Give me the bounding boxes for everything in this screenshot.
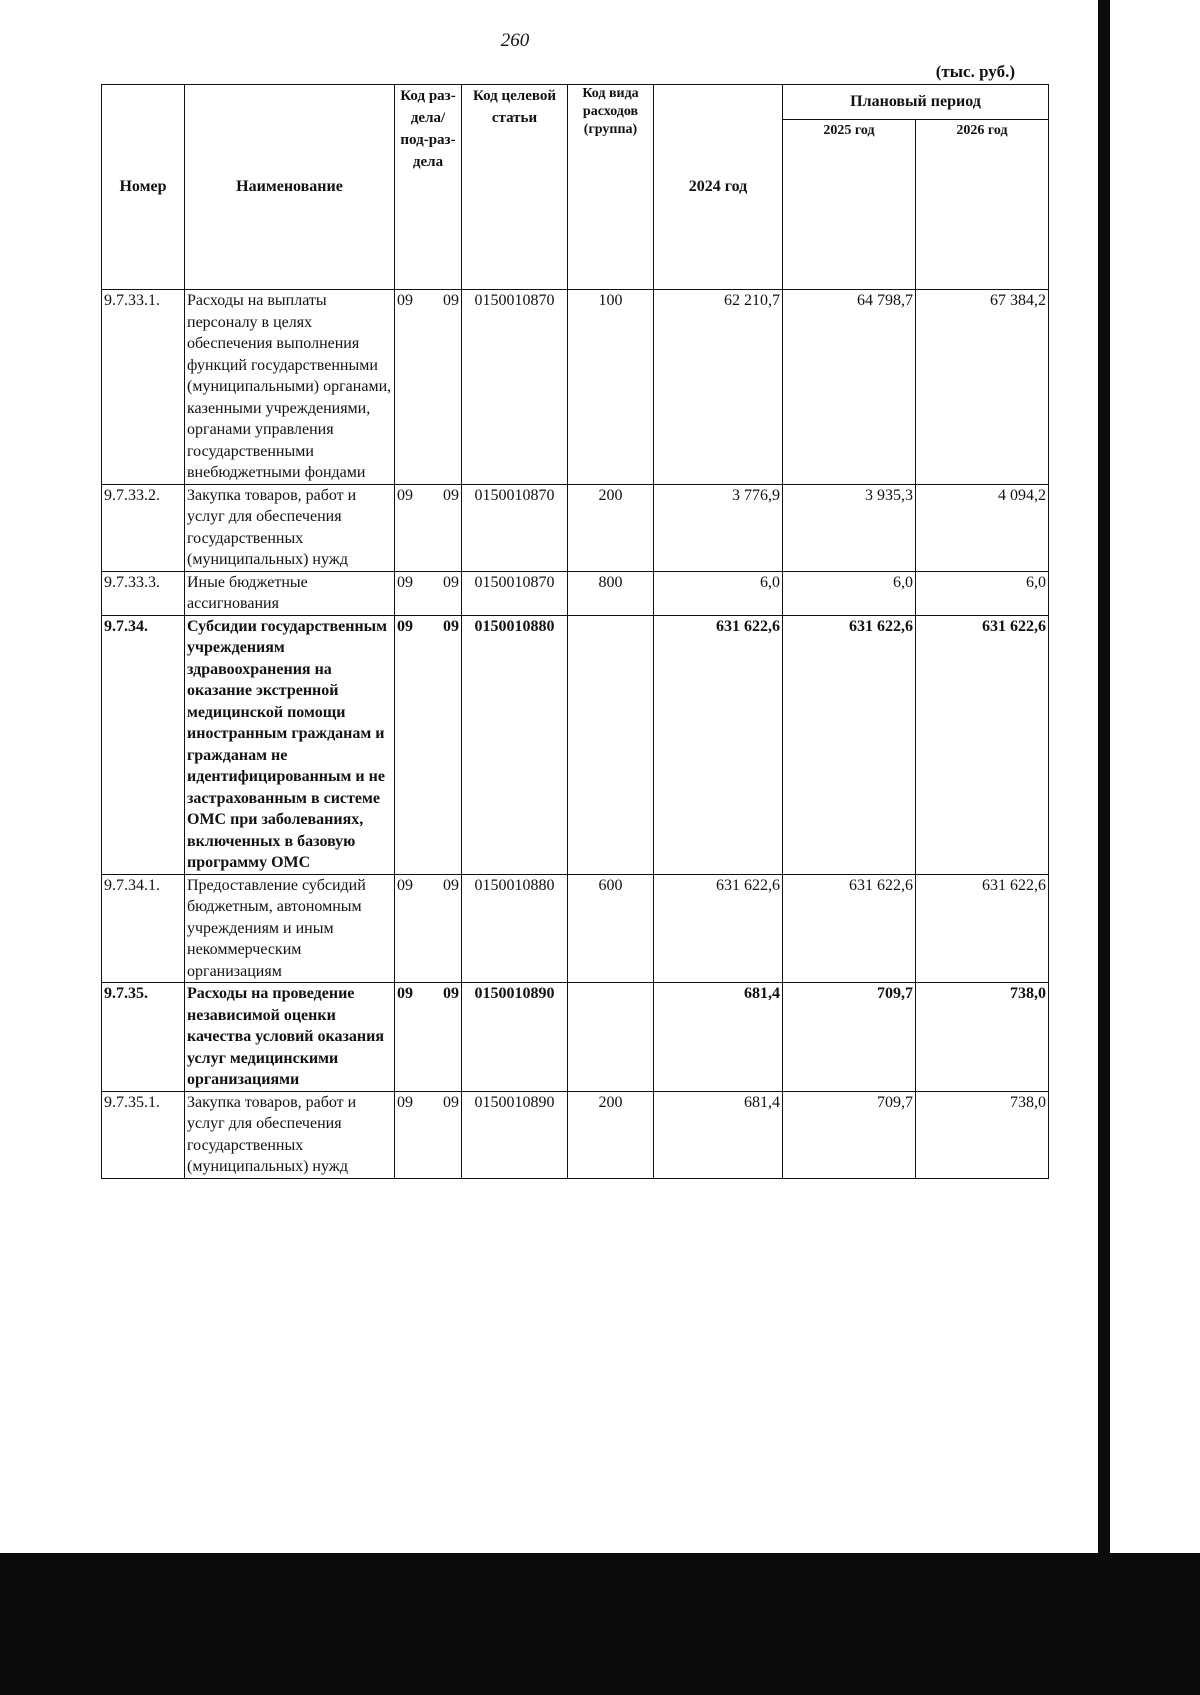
row-subsection: 09 (443, 573, 459, 591)
row-target-code: 0150010870 (462, 571, 568, 615)
row-number: 9.7.35. (102, 983, 185, 1092)
table-row (102, 983, 1049, 1092)
row-amount-2025: 6,0 (783, 571, 916, 615)
table-row (102, 571, 1049, 615)
row-section: 09 (397, 876, 413, 894)
row-section: 09 (397, 985, 413, 1002)
row-number: 9.7.33.2. (102, 484, 185, 571)
row-name: Расходы на выплаты персоналу в целях обеспечения выполнения функций государственными (муниципальными) органами, казенными учреждениями, органами управления государственными внебюджетными фондами (185, 290, 395, 485)
row-expense-kind: 600 (568, 874, 654, 983)
row-amount-2025: 709,7 (783, 1091, 916, 1178)
row-section: 09 (397, 1093, 413, 1111)
row-amount-2026: 4 094,2 (916, 484, 1049, 571)
row-name: Субсидии государственным учреждениям здравоохранения на оказание экстренной медицинской помощи иностранным гражданам и гражданам не идентифицированным и не застрахованным в системе ОМС при заболеваниях, включенных в базовую программу ОМС (185, 615, 395, 874)
row-amount-2026: 738,0 (916, 1091, 1049, 1178)
row-amount-2024: 631 622,6 (654, 874, 783, 983)
row-section: 09 (397, 573, 413, 591)
scan-edge-bottom (0, 1553, 1200, 1695)
row-expense-kind (568, 983, 654, 1092)
row-target-code: 0150010870 (462, 484, 568, 571)
row-expense-kind: 800 (568, 571, 654, 615)
header-number: Номер (102, 85, 185, 290)
table-row (102, 290, 1049, 485)
row-section-code (395, 571, 462, 615)
row-amount-2024: 681,4 (654, 1091, 783, 1178)
row-amount-2026: 738,0 (916, 983, 1049, 1092)
row-expense-kind (568, 615, 654, 874)
row-amount-2024: 681,4 (654, 983, 783, 1092)
table-header (102, 85, 1049, 290)
row-target-code: 0150010870 (462, 290, 568, 485)
row-number: 9.7.33.3. (102, 571, 185, 615)
row-expense-kind: 200 (568, 484, 654, 571)
table-body (102, 290, 1049, 1179)
units-label: (тыс. руб.) (935, 62, 1015, 81)
row-subsection: 09 (443, 486, 459, 504)
row-target-code: 0150010890 (462, 1091, 568, 1178)
row-number: 9.7.34.1. (102, 874, 185, 983)
row-target-code: 0150010880 (462, 615, 568, 874)
page-number: 260 (500, 30, 530, 51)
row-amount-2025: 631 622,6 (783, 874, 916, 983)
row-name: Закупка товаров, работ и услуг для обеспечения государственных (муниципальных) нужд (185, 484, 395, 571)
row-section-code (395, 874, 462, 983)
row-name: Закупка товаров, работ и услуг для обеспечения государственных (муниципальных) нужд (185, 1091, 395, 1178)
row-amount-2025: 64 798,7 (783, 290, 916, 485)
table-row (102, 1091, 1049, 1178)
row-section-code (395, 1091, 462, 1178)
row-number: 9.7.35.1. (102, 1091, 185, 1178)
row-expense-kind: 200 (568, 1091, 654, 1178)
header-expense-kind: Код вида расходов (группа) (568, 85, 654, 290)
row-amount-2024: 3 776,9 (654, 484, 783, 571)
row-amount-2024: 62 210,7 (654, 290, 783, 485)
row-amount-2026: 631 622,6 (916, 874, 1049, 983)
row-subsection: 09 (443, 617, 459, 635)
scan-edge-right (1098, 0, 1110, 1553)
row-amount-2024: 631 622,6 (654, 615, 783, 874)
row-target-code: 0150010880 (462, 874, 568, 983)
row-target-code: 0150010890 (462, 983, 568, 1092)
row-amount-2025: 709,7 (783, 983, 916, 1092)
header-name: Наименование (185, 85, 395, 290)
row-amount-2026: 6,0 (916, 571, 1049, 615)
row-amount-2025: 631 622,6 (783, 615, 916, 874)
budget-table (101, 84, 1049, 1179)
header-planned-period: Плановый период (783, 85, 1049, 120)
row-expense-kind: 100 (568, 290, 654, 485)
row-amount-2026: 631 622,6 (916, 615, 1049, 874)
table-row (102, 615, 1049, 874)
header-year-2026: 2026 год (916, 120, 1049, 290)
row-section: 09 (397, 486, 413, 504)
row-amount-2026: 67 384,2 (916, 290, 1049, 485)
row-name: Предоставление субсидий бюджетным, автономным учреждениям и иным некоммерческим организациям (185, 874, 395, 983)
row-amount-2024: 6,0 (654, 571, 783, 615)
row-section: 09 (397, 617, 413, 635)
row-section-code (395, 615, 462, 874)
row-subsection: 09 (443, 985, 459, 1002)
row-section-code (395, 983, 462, 1092)
row-name: Иные бюджетные ассигнования (185, 571, 395, 615)
header-year-2025: 2025 год (783, 120, 916, 290)
header-target-code: Код целевой статьи (462, 85, 568, 290)
table-row (102, 484, 1049, 571)
row-section-code (395, 290, 462, 485)
row-subsection: 09 (443, 1093, 459, 1111)
row-name: Расходы на проведение независимой оценки качества условий оказания услуг медицинскими организациями (185, 983, 395, 1092)
row-section: 09 (397, 292, 413, 309)
header-year-2024: 2024 год (654, 85, 783, 290)
table-row (102, 874, 1049, 983)
header-section-code: Код раз-дела/ под-раз-дела (395, 85, 462, 290)
row-subsection: 09 (443, 876, 459, 894)
row-subsection: 09 (443, 292, 459, 309)
row-number: 9.7.34. (102, 615, 185, 874)
row-number: 9.7.33.1. (102, 290, 185, 485)
row-amount-2025: 3 935,3 (783, 484, 916, 571)
row-section-code (395, 484, 462, 571)
